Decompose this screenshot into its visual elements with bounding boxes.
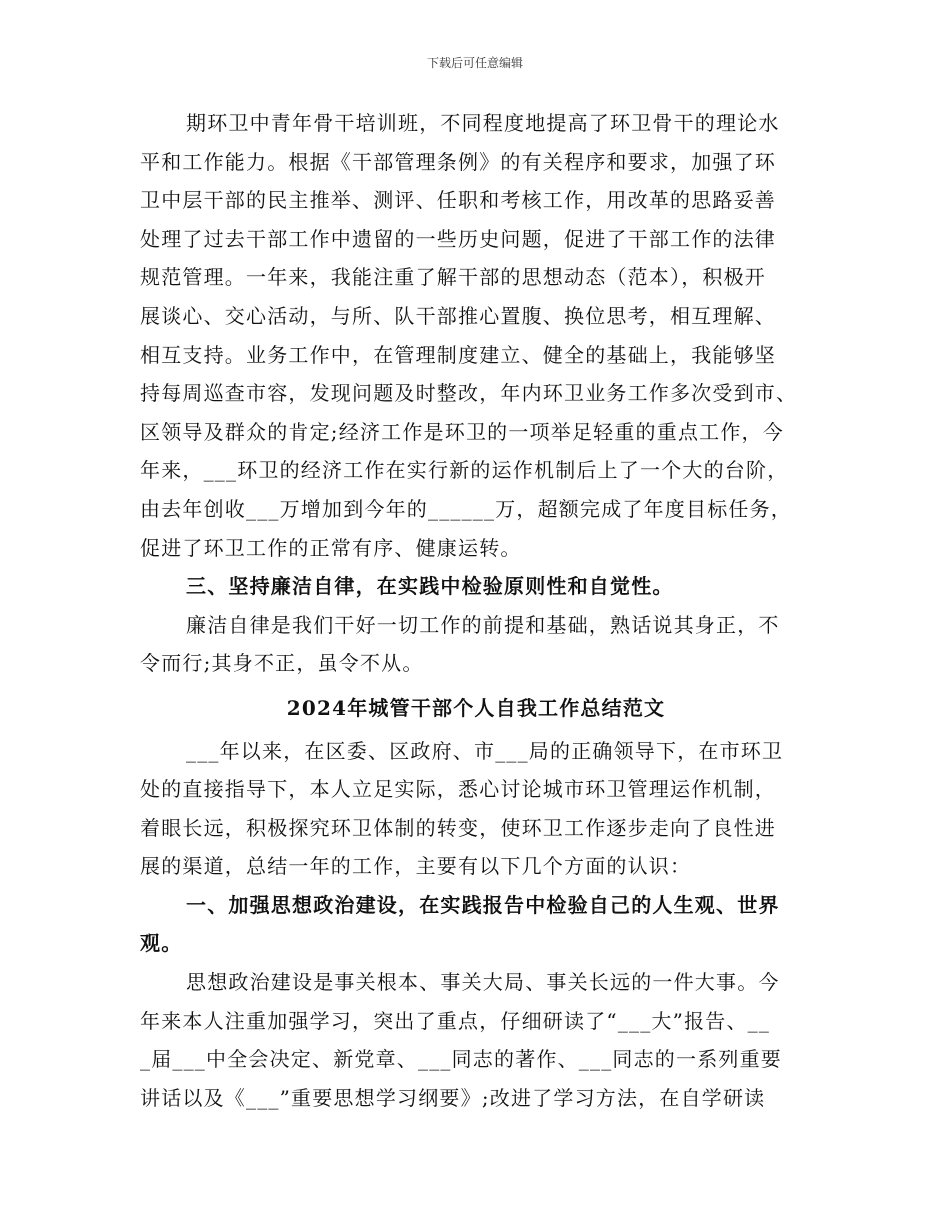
paragraph [140, 732, 812, 886]
text-line: 廉洁自律是我们干好一切工作的前提和基础，熟话说其身正，不 [186, 612, 780, 637]
text-line: 区领导及群众的肯定;经济工作是环卫的一项举足轻重的重点工作，今 [140, 419, 784, 444]
paragraph [140, 606, 812, 683]
text-line: 思想政治建设是事关根本、事关大局、事关长远的一件大事。今 [186, 970, 780, 995]
text-line: _届___中全会决定、新党章、___同志的著作、___同志的一系列重要 [140, 1047, 782, 1072]
page-header-note: 下载后可任意编辑 [426, 56, 523, 70]
text-line: 期环卫中青年骨干培训班，不同程度地提高了环卫骨干的理论水 [186, 111, 780, 135]
text-line: 处理了过去干部工作中遗留的一些历史问题，促进了干部工作的法律 [140, 226, 776, 251]
text-line: 年来，___环卫的经济工作在实行新的运作机制后上了一个大的台阶， [140, 458, 789, 483]
text-line: 规范管理。一年来，我能注重了解干部的思想动态（范本），积极开 [140, 265, 766, 290]
text-line: 持每周巡查市容，发现问题及时整改，年内环卫业务工作多次受到市、 [140, 381, 798, 406]
text-line: ___年以来，在区委、区政府、市___局的正确领导下，在市环卫 [186, 738, 784, 763]
section-heading [140, 886, 812, 963]
text-line: 卫中层干部的民主推举、测评、任职和考核工作，用改革的思路妥善 [140, 188, 776, 213]
text-line: 处的直接指导下，本人立足实际，悉心讨论城市环卫管理运作机制， [140, 777, 776, 802]
title-line: 2024年城管干部个人自我工作总结范文 [286, 695, 666, 720]
text-line: 平和工作能力。根据《干部管理条例》的有关程序和要求，加强了环 [140, 149, 776, 174]
document-body [140, 104, 812, 1117]
text-line: 展的渠道，总结一年的工作，主要有以下几个方面的认识： [140, 854, 692, 879]
text-line: 相互支持。业务工作中，在管理制度建立、健全的基础上，我能够坚 [140, 342, 776, 367]
text-line: 令而行;其身不正，虽令不从。 [140, 651, 424, 676]
heading-line: 观。 [140, 931, 183, 956]
text-line: 着眼长远，积极探究环卫体制的转变，使环卫工作逐步走向了良性进 [140, 815, 776, 840]
text-line: 促进了环卫工作的正常有序、健康运转。 [140, 535, 522, 560]
heading-line: 三、坚持廉洁自律，在实践中检验原则性和自觉性。 [186, 574, 674, 599]
heading-line: 一、加强思想政治建设，在实践报告中检验自己的人生观、世界 [186, 892, 780, 917]
section-heading [140, 567, 812, 606]
paragraph [140, 963, 812, 1117]
text-line: 展谈心、交心活动，与所、队干部推心置腹、换位思考，相互理解、 [140, 303, 776, 328]
document-title [140, 689, 812, 728]
paragraph [140, 104, 812, 567]
text-line: 讲话以及《___”重要思想学习纲要》;改进了学习方法，在自学研读 [140, 1085, 766, 1110]
text-line: 由去年创收___万增加到今年的______万，超额完成了年度目标任务， [140, 496, 792, 521]
text-line: 年来本人注重加强学习，突出了重点，仔细研读了“___大”报告、__ [140, 1008, 771, 1033]
